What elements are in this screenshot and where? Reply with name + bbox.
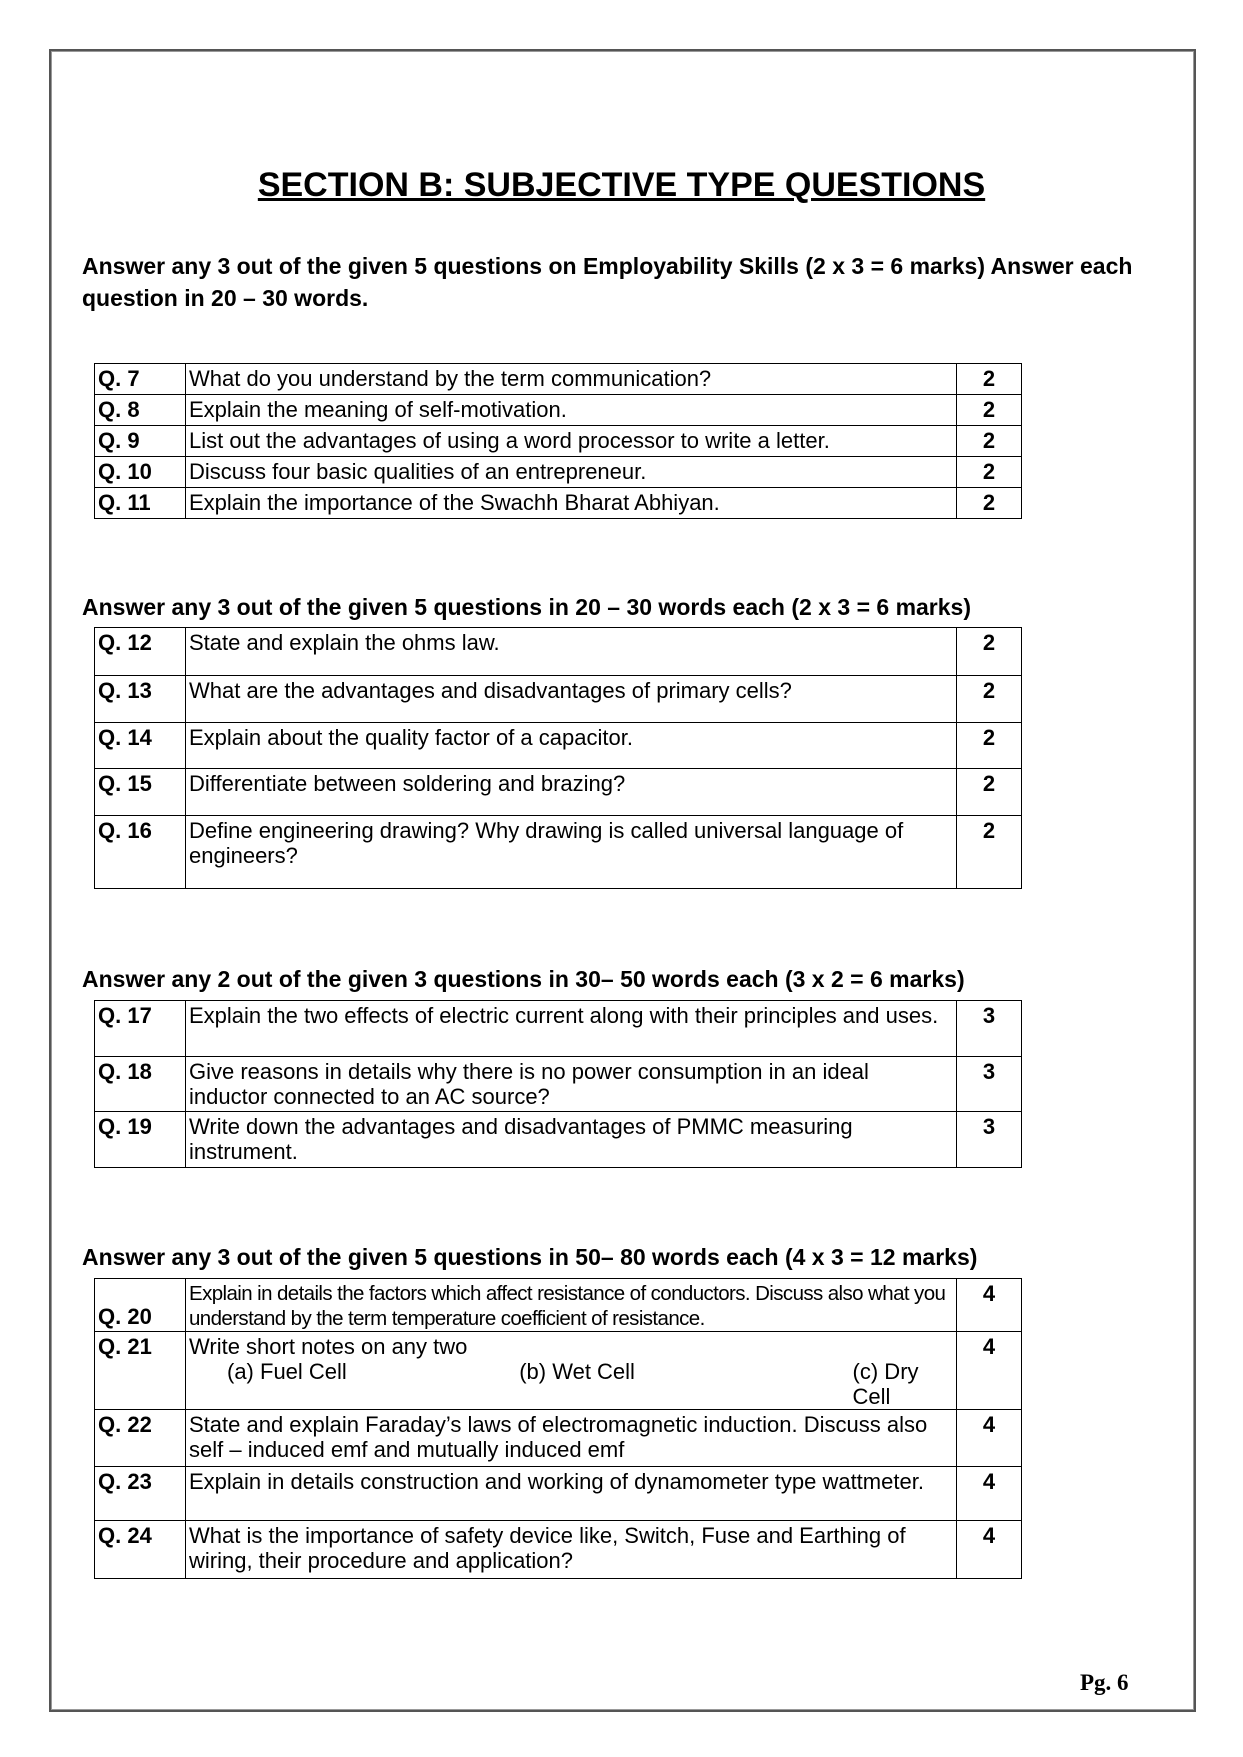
question-number: Q. 10 [95, 457, 186, 488]
table-row [95, 395, 1022, 426]
question-number: Q. 18 [95, 1057, 186, 1112]
question-number: Q. 23 [95, 1467, 186, 1521]
table-row [95, 769, 1022, 816]
question-text: Write down the advantages and disadvantages of PMMC measuring instrument. [186, 1112, 957, 1168]
question-text: What do you understand by the term communication? [186, 364, 957, 395]
question-marks: 2 [957, 816, 1022, 889]
question-marks: 3 [957, 1001, 1022, 1057]
question-text: State and explain the ohms law. [186, 628, 957, 676]
question-number: Q. 9 [95, 426, 186, 457]
question-number: Q. 20 [95, 1279, 186, 1332]
question-number: Q. 16 [95, 816, 186, 889]
question-marks: 2 [957, 426, 1022, 457]
question-number: Q. 21 [95, 1332, 186, 1410]
question-number: Q. 22 [95, 1410, 186, 1467]
question-number: Q. 17 [95, 1001, 186, 1057]
table-row [95, 1467, 1022, 1521]
question-marks: 2 [957, 723, 1022, 769]
section-title: SECTION B: SUBJECTIVE TYPE QUESTIONS [257, 166, 986, 204]
question-number: Q. 19 [95, 1112, 186, 1168]
question-marks: 2 [957, 628, 1022, 676]
question-text: Explain the two effects of electric current along with their principles and uses. [186, 1001, 957, 1057]
question-text: Explain the meaning of self-motivation. [186, 395, 957, 426]
question-number: Q. 12 [95, 628, 186, 676]
table-row [95, 457, 1022, 488]
question-marks: 4 [957, 1279, 1022, 1332]
option-c: (c) Dry Cell [852, 1359, 919, 1409]
question-text: Explain about the quality factor of a capacitor. [186, 723, 957, 769]
question-marks: 3 [957, 1112, 1022, 1168]
question-number: Q. 7 [95, 364, 186, 395]
section-4-instruction: Answer any 3 out of the given 5 questions in 50– 80 words each (4 x 3 = 12 marks) [82, 1244, 978, 1270]
question-text: Explain the importance of the Swachh Bharat Abhiyan. [186, 488, 957, 519]
question-number: Q. 11 [95, 488, 186, 519]
table-row [95, 816, 1022, 889]
section-4-table [94, 1278, 1022, 1579]
section-1-instruction: Answer any 3 out of the given 5 questions on Employability Skills (2 x 3 = 6 marks) Answer each question in 20 – 30 words. [82, 253, 1133, 311]
page-number: Pg. 6 [1080, 1670, 1129, 1695]
table-row [95, 364, 1022, 395]
section-1-table [94, 363, 1022, 519]
question-marks: 2 [957, 364, 1022, 395]
question-marks: 4 [957, 1521, 1022, 1579]
table-row [95, 1112, 1022, 1168]
question-number: Q. 8 [95, 395, 186, 426]
question-marks: 2 [957, 395, 1022, 426]
section-3-table [94, 1000, 1022, 1168]
section-2-table [94, 627, 1022, 889]
option-list [189, 1359, 953, 1409]
table-row [95, 1057, 1022, 1112]
table-row [95, 1521, 1022, 1579]
table-row [95, 1332, 1022, 1410]
question-marks: 4 [957, 1410, 1022, 1467]
table-row [95, 723, 1022, 769]
table-row [95, 1001, 1022, 1057]
question-number: Q. 24 [95, 1521, 186, 1579]
question-text: Define engineering drawing? Why drawing is called universal language of engineers? [186, 816, 957, 889]
question-text: List out the advantages of using a word processor to write a letter. [186, 426, 957, 457]
option-b: (b) Wet Cell [519, 1359, 635, 1384]
question-number: Q. 15 [95, 769, 186, 816]
question-marks: 2 [957, 488, 1022, 519]
question-text: What are the advantages and disadvantages of primary cells? [186, 676, 957, 723]
question-marks: 2 [957, 769, 1022, 816]
question-text: Give reasons in details why there is no power consumption in an ideal inductor connected to an AC source? [186, 1057, 957, 1112]
question-text: Discuss four basic qualities of an entrepreneur. [186, 457, 957, 488]
question-text: What is the importance of safety device like, Switch, Fuse and Earthing of wiring, their procedure and application? [186, 1521, 957, 1579]
question-marks: 2 [957, 457, 1022, 488]
question-number: Q. 13 [95, 676, 186, 723]
option-a: (a) Fuel Cell [227, 1359, 347, 1384]
question-text: Differentiate between soldering and brazing? [186, 769, 957, 816]
question-text: Explain in details construction and working of dynamometer type wattmeter. [186, 1467, 957, 1521]
question-marks: 3 [957, 1057, 1022, 1112]
table-row [95, 1410, 1022, 1467]
table-row [95, 1279, 1022, 1332]
question-text: Explain in details the factors which affect resistance of conductors. Discuss also what you understand by the term temperature coefficient of resistance. [186, 1279, 957, 1332]
question-marks: 4 [957, 1332, 1022, 1410]
table-row [95, 628, 1022, 676]
section-2-instruction: Answer any 3 out of the given 5 questions in 20 – 30 words each (2 x 3 = 6 marks) [82, 594, 972, 620]
question-number: Q. 14 [95, 723, 186, 769]
question-text: State and explain Faraday’s laws of electromagnetic induction. Discuss also self – induced emf and mutually induced emf [186, 1410, 957, 1467]
table-row [95, 488, 1022, 519]
table-row [95, 426, 1022, 457]
table-row [95, 676, 1022, 723]
question-marks: 2 [957, 676, 1022, 723]
question-marks: 4 [957, 1467, 1022, 1521]
section-3-instruction: Answer any 2 out of the given 3 questions in 30– 50 words each (3 x 2 = 6 marks) [82, 966, 965, 992]
question-text [186, 1332, 957, 1410]
question-text-line: Write short notes on any two [189, 1334, 468, 1359]
